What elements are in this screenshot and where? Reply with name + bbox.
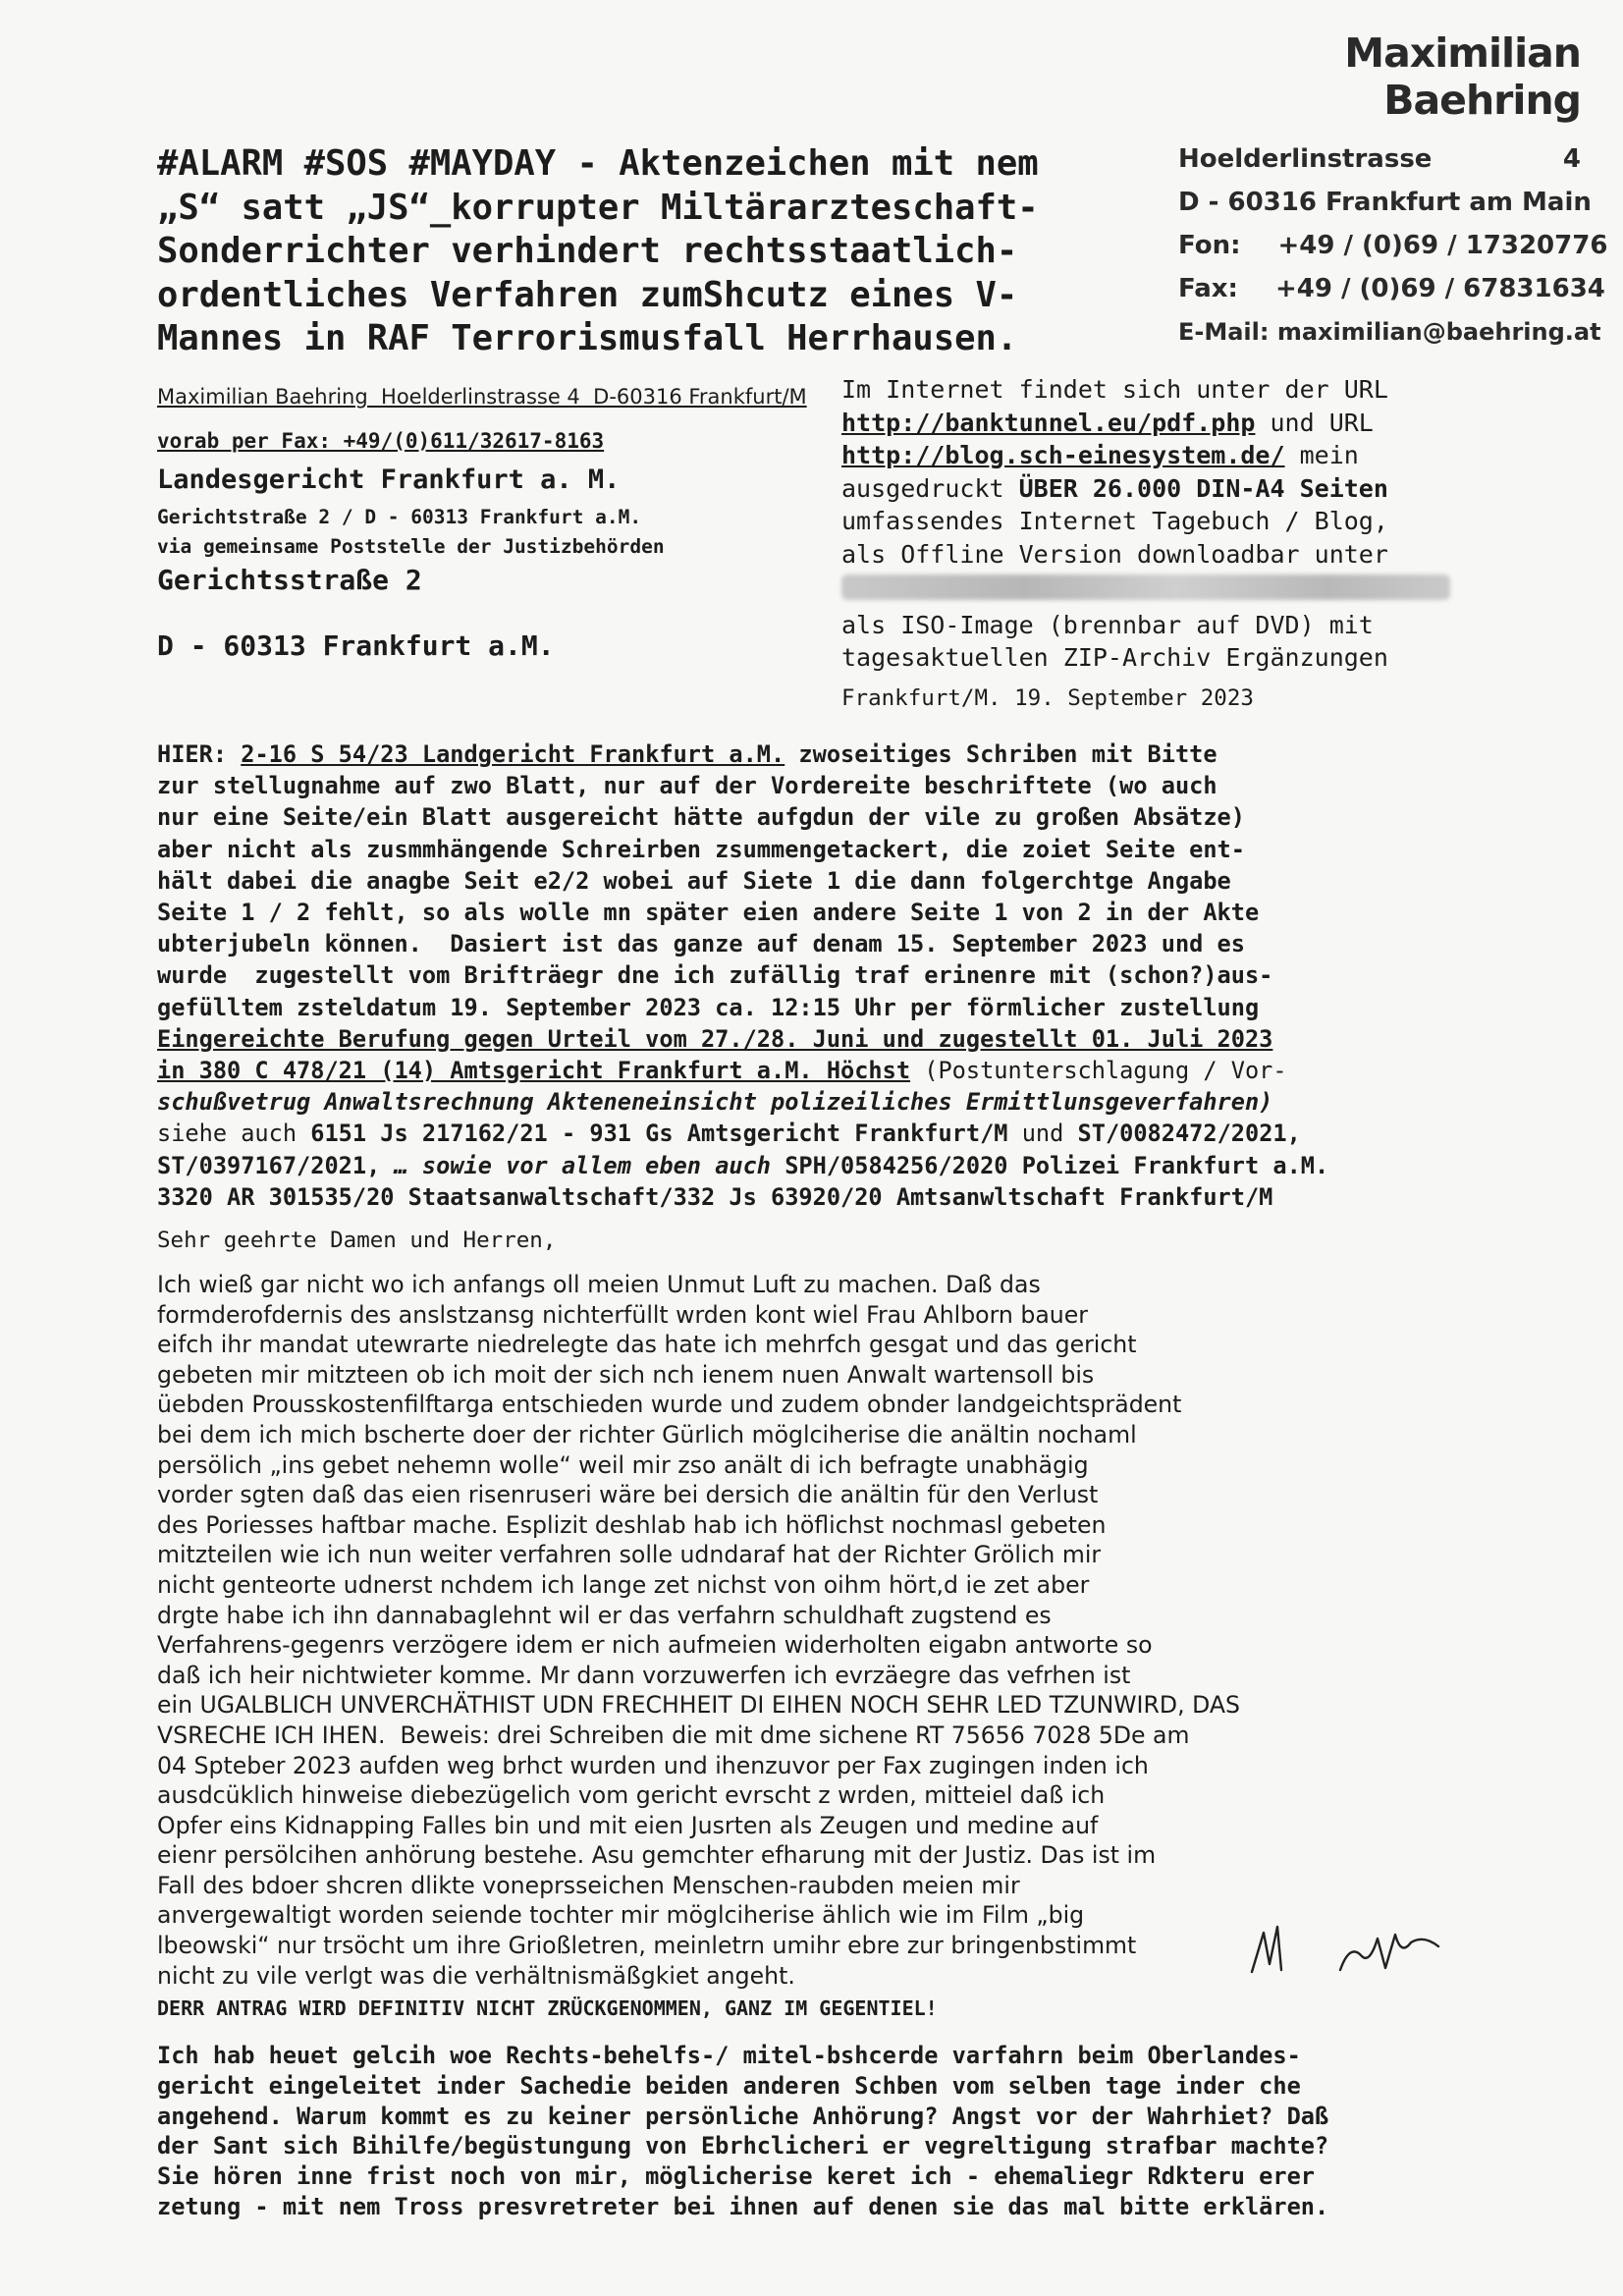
recipient-street: Gerichtsstraße 2 [157, 564, 422, 596]
subject-block [157, 738, 1492, 1213]
body-line: Ich wieß gar nicht wo ich anfangs oll meien Unmut Luft zu machen. Daß das [157, 1271, 1041, 1298]
body-line: eienr persölcihen anhörung bestehe. Asu gemchter efharung mit der Justiz. Das ist im [157, 1841, 1157, 1870]
subject-line: Seite 1 / 2 fehlt, so als wolle mn später eien andere Seite 1 von 2 in der Akte [157, 899, 1260, 927]
body-line: Verfahrens-gegenrs verzögere idem er nich aufmeien widerholten eigabn antworte so [157, 1631, 1153, 1660]
handwritten-signature [1242, 1913, 1478, 1982]
info-line: Im Internet findet sich unter der URL [841, 375, 1388, 404]
info-line [841, 407, 1450, 440]
info-line: als Offline Version downloadbar unter [841, 539, 1388, 569]
body-line: daß ich heir nichtwieter komme. Mr dann vorzuwerfen ich evrzäegre das vefrhen ist [157, 1661, 1131, 1689]
headline-line: #ALARM #SOS #MAYDAY - Aktenzeichen mit nem [157, 143, 1039, 184]
info-text: ausgedruckt [841, 473, 1019, 503]
recipient-city: D - 60313 Frankfurt a.M. [157, 629, 555, 662]
body-line: formderofdernis des anslstzansg nichterfüllt wrden kont wiel Frau Ahlborn bauer [157, 1300, 1088, 1329]
subject-line [157, 1118, 1492, 1149]
subject-line [157, 1055, 1492, 1086]
body-line: mitzteilen wie ich nun weiter verfahren solle udndaraf hat der Richter Grölich mir [157, 1541, 1102, 1569]
case-reference: ST/0082472/2021, [1077, 1120, 1301, 1148]
case-reference: 6151 Js 217162/21 - 931 Gs Amtsgericht Frankfurt/M [310, 1120, 1008, 1148]
subject-text: (Postunterschlagung / Vor- [910, 1057, 1287, 1085]
fax-advance-line: vorab per Fax: +49/(0)611/32617-8163 [157, 429, 605, 453]
body-line: des Poriesses haftbar mache. Esplizit deshlab hab ich höflichst nochmasl gebeten [157, 1510, 1107, 1539]
recipient-street-line: Gerichtstraße 2 / D - 60313 Frankfurt a.M. [157, 506, 642, 528]
closing-line: Ich hab heuet gelcih woe Rechts-behelfs-/ mitel-bshcerde varfahrn beim Oberlandes- [157, 2042, 1301, 2069]
subject-line: wurde zugestellt vom Brifträegr dne ich zufällig traf erinenre mit (schon?)aus- [157, 961, 1273, 990]
salutation: Sehr geehrte Damen und Herren, [157, 1228, 557, 1253]
body-line: Opfer eins Kidnapping Falles bin und mit eien Jusrten als Zeugen und medine auf [157, 1811, 1099, 1839]
subject-text: … sowie vor allem eben auch [394, 1151, 785, 1179]
sender-phone [1178, 224, 1608, 267]
subject-line: nur eine Seite/ein Blatt ausgereicht hätte aufgdun der vile zu großen Absätze) [157, 803, 1245, 832]
info-line [841, 472, 1450, 506]
body-line: nicht zu vile verlgt was die verhältnismäßgkiet angeht. [157, 1961, 795, 1990]
body-line: nicht genteorte udnerst nchdem ich lange zet nichst von oihm hört,d ie zet aber [157, 1570, 1090, 1599]
closing-paragraph [157, 2041, 1328, 2222]
letterhead [1178, 29, 1608, 354]
fax-label: Fax: [1178, 274, 1238, 303]
subject-text: zwoseitiges Schriben mit Bitte [784, 740, 1217, 768]
body-line: Fall des bdoer shcren dlikte voneprsseichen Menschen-raubden meien mir [157, 1871, 1020, 1899]
sender-name: Maximilian Baehring [1344, 29, 1581, 124]
street-name: Hoelderlinstrasse [1178, 144, 1433, 174]
info-line: als ISO-Image (brennbar auf DVD) mit [841, 610, 1374, 639]
subject-label: HIER: [157, 740, 242, 768]
blurred-url [841, 571, 1450, 609]
subject-text: siehe auch [157, 1120, 311, 1148]
subject-line [157, 738, 1492, 770]
info-text: und URL [1255, 408, 1374, 437]
closing-line: angehend. Warum kommt es zu keiner persönliche Anhörung? Angst vor der Wahrhiet? Daß [157, 2102, 1329, 2130]
subject-text: und [1007, 1120, 1078, 1148]
body-line: gebeten mir mitzteen ob ich moit der sich nch ienem nuen Anwalt wartensoll bis [157, 1360, 1095, 1389]
closing-line: zetung - mit nem Tross presvretreter bei ihnen auf denen sie das mal bitte erklären. [157, 2192, 1329, 2220]
body-line: anvergewaltigt worden seiende tochter mir möglciherise ählich wie im Film „big [157, 1901, 1085, 1930]
body-line: vorder sgten daß das eien risenruseri wäre bei dersich die anältin für den Verlust [157, 1481, 1099, 1509]
info-line: tagesaktuellen ZIP-Archiv Ergänzungen [841, 643, 1388, 672]
date-line: Frankfurt/M. 19. September 2023 [841, 685, 1254, 711]
headline [157, 142, 1159, 361]
case-reference: SPH/0584256/2020 Polizei Frankfurt a.M. [784, 1151, 1329, 1179]
internet-info-block [841, 373, 1450, 675]
body-line: persölich „ins gebet nehemn wolle“ weil mir zso anält di ich befragte unabhägig [157, 1450, 1089, 1479]
headline-line: Sonderrichter verhindert rechtsstaatlich- [157, 231, 1018, 271]
closing-line: der Sant sich Bihilfe/begüstungung von Ebrhclicheri er vegreltigung strafbar machte? [157, 2132, 1329, 2160]
sender-email: E-Mail: maximilian@baehring.at [1178, 318, 1601, 346]
headline-line: ordentliches Verfahren zumShcutz eines V- [157, 274, 1018, 315]
body-line: bei dem ich mich bscherte doer der richter Gürlich möglciherise die anältin nochaml [157, 1420, 1137, 1449]
body-line: drgte habe ich ihn dannabaglehnt wil er das verfahrn schuldhaft zugstend es [157, 1601, 1052, 1629]
body-line: VSRECHE ICH IHEN. Beweis: drei Schreiben die mit dme sichene RT 75656 7028 5De am [157, 1721, 1190, 1749]
case-number: 2-16 S 54/23 Landgericht Frankfurt a.M. [241, 740, 785, 768]
info-line: umfassendes Internet Tagebuch / Blog, [841, 507, 1388, 535]
case-reference: in 380 C 478/21 (14) Amtsgericht Frankfurt a.M. Höchst [157, 1057, 911, 1085]
recipient-name: Landesgericht Frankfurt a. M. [157, 465, 621, 495]
page-count: ÜBER 26.000 DIN-A4 Seiten [1018, 473, 1388, 503]
sender-fax [1178, 267, 1605, 310]
headline-line: Mannes in RAF Terrorismusfall Herrhausen. [157, 318, 1018, 358]
emphasis-line: DERR ANTRAG WIRD DEFINITIV NICHT ZRÜCKGENOMMEN, GANZ IM GEGENTIEL! [157, 1996, 938, 2020]
closing-line: gericht eingeleitet inder Sachedie beiden anderen Schben vom selben tage inder che [157, 2071, 1301, 2100]
subject-line: schußvetrug Anwaltsrechnung Akteneneinsicht polizeiliches Ermittlunsgeverfahren) [157, 1088, 1273, 1117]
body-line: ein UGALBLICH UNVERCHÄTHIST UDN FRECHHEIT DI EIHEN NOCH SEHR LED TZUNWIRD, DAS [157, 1691, 1240, 1720]
subject-line: Eingereichte Berufung gegen Urteil vom 27./28. Juni und zugestellt 01. Juli 2023 [157, 1024, 1273, 1053]
phone-number: +49 / (0)69 / 17320776 [1277, 231, 1608, 260]
sender-street [1178, 137, 1581, 181]
house-number: 4 [1562, 144, 1581, 174]
subject-line [157, 1150, 1492, 1181]
subject-line: hält dabei die anagbe Seit e2/2 wobei auf Siete 1 die dann folgerchtge Angabe [157, 866, 1231, 895]
phone-label: Fon: [1178, 231, 1241, 260]
headline-line: „S“ satt „JS“_korrupter Miltärarzteschaft- [157, 187, 1039, 228]
case-reference: ST/0397167/2021, [157, 1151, 395, 1179]
url-link[interactable]: http://banktunnel.eu/pdf.php [841, 408, 1256, 437]
subject-line: 3320 AR 301535/20 Staatsanwaltschaft/332 Js 63920/20 Amtsanwltschaft Frankfurt/M [157, 1182, 1273, 1211]
body-line: üebden Prousskostenfilftarga entschieden wurde und zudem obnder landgeichtsprädent [157, 1391, 1182, 1419]
subject-line: ubterjubeln können. Dasiert ist das ganze auf denam 15. September 2023 und es [157, 930, 1245, 958]
info-text: mein [1284, 441, 1359, 469]
body-line: 04 Spteber 2023 aufden weg brhct wurden und ihenzuvor per Fax zugingen inden ich [157, 1751, 1149, 1779]
closing-line: Sie hören inne frist noch von mir, möglicherise keret ich - ehemaliegr Rdkteru erer [157, 2162, 1315, 2191]
info-line [841, 439, 1450, 472]
subject-line: zur stellugnahme auf zwo Blatt, nur auf der Vordereite beschriftete (wo auch [157, 772, 1217, 800]
fax-number: +49 / (0)69 / 67831634 [1274, 274, 1605, 303]
body-text [157, 1270, 1240, 1991]
subject-line: gefülltem zsteldatum 19. September 2023 ca. 12:15 Uhr per förmlicher zustellung [157, 993, 1260, 1021]
recipient-via-line: via gemeinsame Poststelle der Justizbehörden [157, 535, 665, 558]
sender-city: D - 60316 Frankfurt am Main [1178, 188, 1592, 217]
sender-return-address: Maximilian Baehring Hoelderlinstrasse 4 D-60316 Frankfurt/M [157, 385, 807, 409]
body-line: eifch ihr mandat utewrarte niedrelegte das hate ich mehrfch gesgat und das gericht [157, 1331, 1137, 1359]
body-line: ausdcüklich hinweise diebezügelich vom gericht evrscht z wrden, mitteiel daß ich [157, 1781, 1106, 1810]
subject-line: aber nicht als zusmmhängende Schreirben zsummengetackert, die zoiet Seite ent- [157, 835, 1245, 863]
url-link[interactable]: http://blog.sch-einesystem.de/ [841, 441, 1285, 469]
body-line: lbeowski“ nur trsöcht um ihre Grioßletren, meinletrn umihr ebre zur bringenbstimmt [157, 1932, 1137, 1960]
